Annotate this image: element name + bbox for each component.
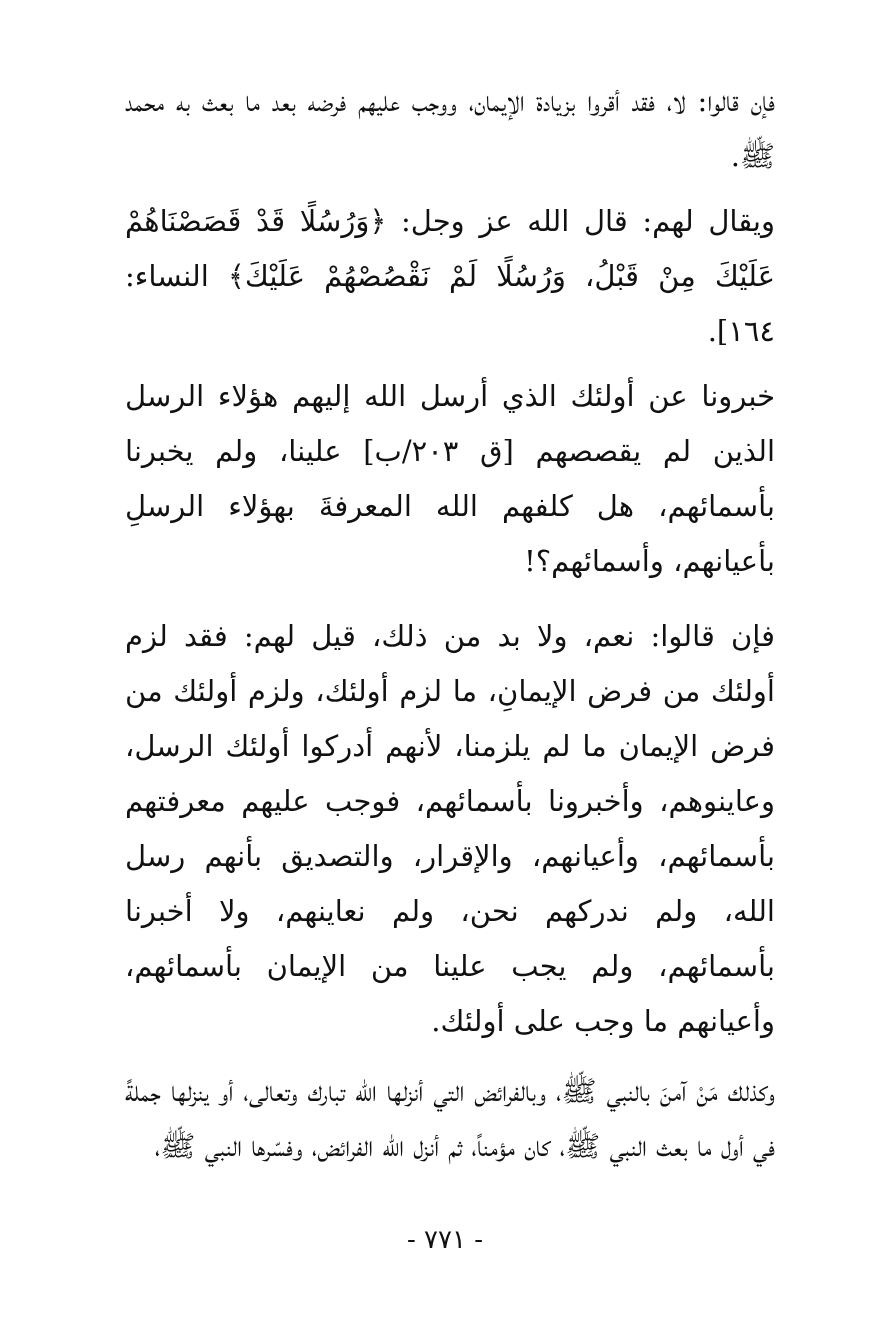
paragraph-3: خبرونا عن أولئك الذي أرسل الله إليهم هؤلاء الرسل الذين لم يقصصهم [ق ٢٠٣/ب] علينا، ولم يخبرنا بأسمائهم، هل كلفهم الله المعرفةَ بهؤلاء الرسلِ بأعيانهم، وأسمائهم؟! — [125, 379, 775, 578]
paragraph-4: فإن قالوا: نعم، ولا بد من ذلك، قيل لهم: فقد لزم أولئك من فرض الإيمانِ، ما لزم أولئك، ولزم أولئك من فرض الإيمان ما لم يلزمنا، لأنهم أدركوا أولئك الرسل، وعاينوهم، وأخبرونا بأسمائهم، فوجب عليهم معرفتهم بأسمائهم، وأعيانهم، والإقرار، والتصديق بأنهم رسل الله، ولم ندركهم نحن، ولم نعاينهم، ولا أخبرنا بأسمائهم، ولم يجب علينا من الإيمان بأسمائهم، وأعيانهم ما وجب على أولئك. — [125, 619, 775, 1038]
paragraph-1: فإن قالوا: لا، فقد أقروا بزيادة الإيمان، ووجب عليهم فرضه بعد ما بعث به محمد ﷺ. — [125, 84, 775, 173]
page-number: - ٧٧١ - — [406, 1225, 484, 1255]
paragraph-5: وكذلك مَنْ آمنَ بالنبي ﷺ، وبالفرائض التي أنزلها الله تبارك وتعالى، أو ينزلها جملةً في أول ما بعث النبي ﷺ، كان مؤمناً، ثم أنزل الله الفرائض، وفسّرها النبي ﷺ، — [125, 1074, 775, 1163]
paragraph-2: ويقال لهم: قال الله عز وجل: ﴿وَرُسُلًا قَدْ قَصَصْنَاهُمْ عَلَيْكَ مِنْ قَبْلُ، وَرُسُلًا لَمْ نَقْصُصْهُمْ عَلَيْكَ﴾ النساء: ١٦٤]. — [125, 204, 775, 348]
